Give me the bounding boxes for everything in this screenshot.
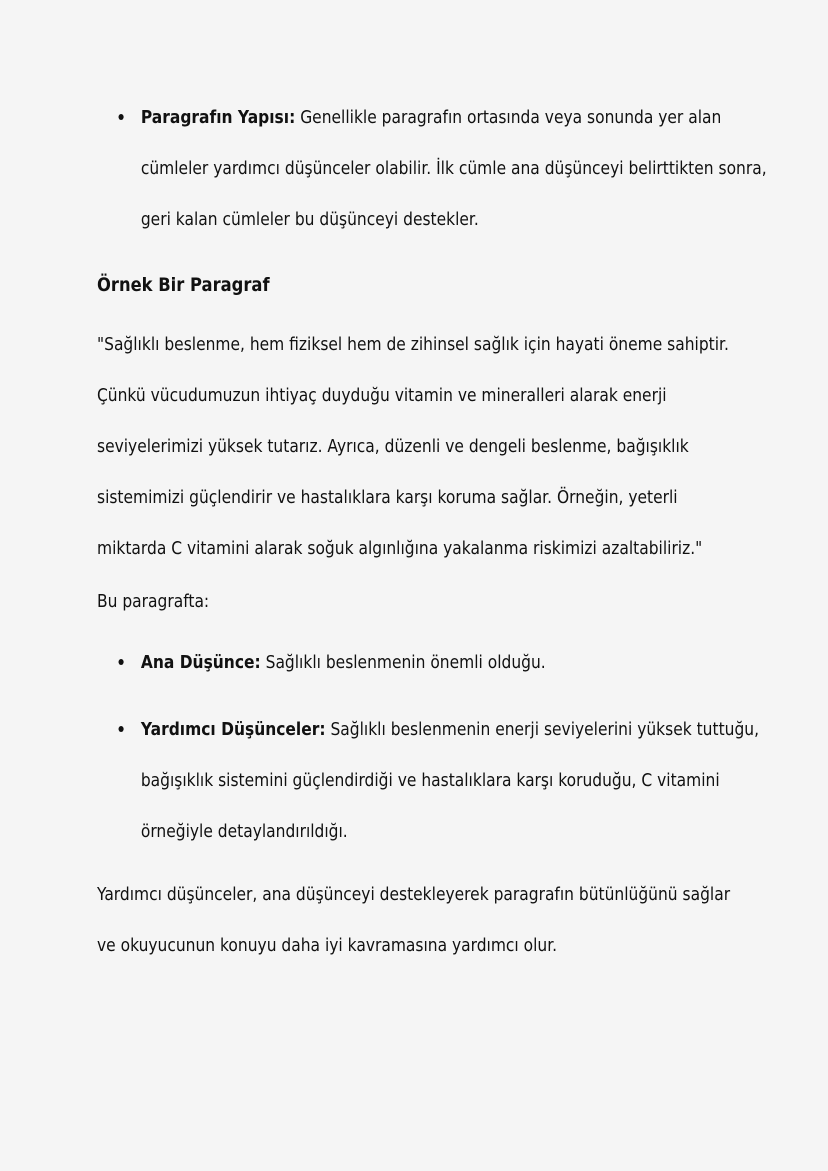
bullet-icon: [119, 726, 124, 732]
closing-paragraph: Yardımcı düşünceler, ana düşünceyi destekleyerek paragrafın bütünlüğünü sağlar ve okuyucunun konuyu daha iyi kavramasına yardımcı olur.: [97, 884, 731, 956]
main-idea-text: Sağlıklı beslenmenin önemli olduğu.: [260, 652, 546, 673]
list-item-supporting-ideas: [97, 704, 791, 857]
supporting-ideas-text: Sağlıklı beslenmenin enerji seviyelerini yüksek tuttuğu, bağışıklık sistemini güçlendirdiği ve hastalıklara karşı koruduğu, C vitamini örneğiyle detaylandırıldığı.: [140, 719, 760, 842]
term-paragraph-structure: Paragrafın Yapısı:: [140, 107, 296, 128]
bullet-icon: [119, 114, 124, 120]
paragraph-structure-text: Genellikle paragrafın ortasında veya sonunda yer alan cümleler yardımcı düşünceler olabilir. İlk cümle ana düşünceyi belirttikten sonra, geri kalan cümleler bu düşünceyi destekler.: [140, 107, 767, 230]
structure-list: [97, 92, 767, 245]
example-paragraph: "Sağlıklı beslenme, hem fiziksel hem de zihinsel sağlık için hayati öneme sahiptir. Çünkü vücudumuzun ihtiyaç duyduğu vitamin ve mineralleri alarak enerji seviyelerimizi yüksek tutarız. Ayrıca, düzenli ve dengeli beslenme, bağışıklık sistemimizi güçlendirir ve hastalıklara karşı koruma sağlar. Örneğin, yeterli miktarda C vitamini alarak soğuk algınlığına yakalanma riskimizi azaltabiliriz.": [97, 334, 729, 559]
term-main-idea: Ana Düşünce:: [140, 652, 261, 673]
example-heading: Örnek Bir Paragraf: [97, 274, 270, 296]
term-supporting-ideas: Yardımcı Düşünceler:: [140, 719, 326, 740]
list-item-main-idea: [97, 637, 791, 688]
list-item-paragraph-structure: [97, 92, 791, 245]
analysis-list: [97, 637, 760, 857]
bullet-icon: [119, 659, 124, 665]
document-content: [97, 92, 767, 971]
analysis-intro: Bu paragrafta:: [97, 591, 210, 612]
